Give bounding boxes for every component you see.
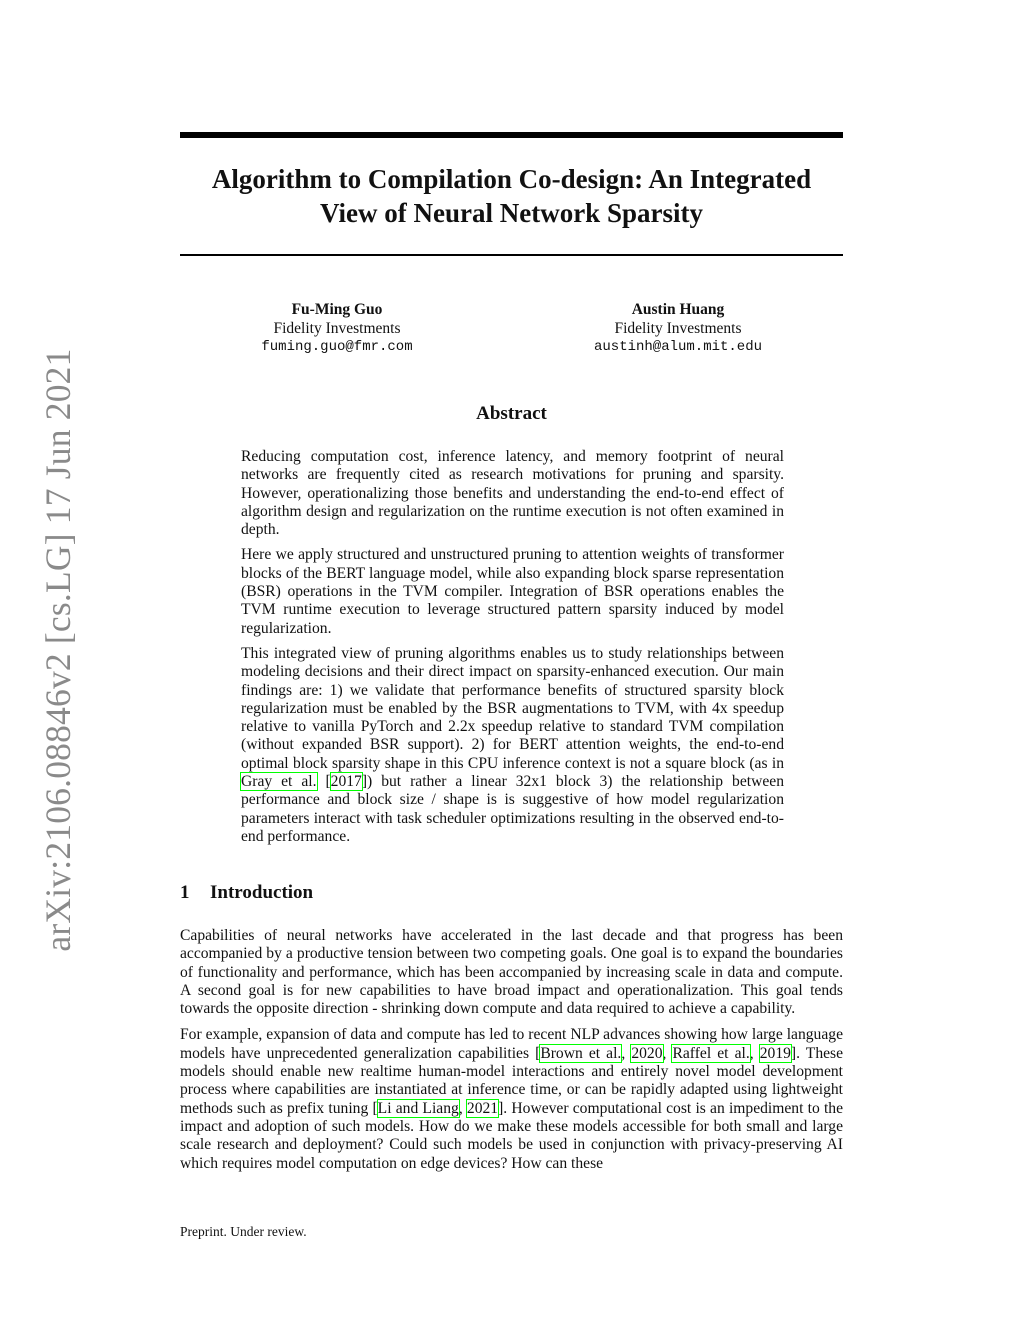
abstract-paragraph: Reducing computation cost, inference latency, and memory footprint of neural networks are frequently cited as research motivations for pruning and sparsity. However, operationalizing those benefits and understanding the end-to-end effect of algorithm design and regularization on the runtime execution is not often examined in depth. [241, 448, 784, 539]
citation-separator: , [458, 1099, 467, 1117]
author-name: Fu-Ming Guo [291, 301, 383, 318]
citation-link-brown[interactable]: Brown et al. [540, 1044, 622, 1062]
author-affiliation: Fidelity Investments [273, 320, 401, 337]
intro-paragraph: Capabilities of neural networks have accelerated in the last decade and that progress has been accompanied by a productive tension between two competing goals. One goal is to expand the boundaries of functionality and performance, which has been accompanied by increasing scale in data and compute. A second goal is for new capabilities to have broad impact and operationalization. This goal tends towards the opposite direction - shrinking down compute and data required to achieve a capability. [180, 927, 843, 1018]
citation-year-link[interactable]: 2021 [466, 1099, 499, 1117]
abstract-heading: Abstract [476, 403, 547, 424]
citation-year-link[interactable]: 2017 [330, 773, 362, 791]
citation-separator: , [662, 1044, 673, 1062]
arxiv-identifier: arXiv:2106.08846v2 [cs.LG] 17 Jun 2021 [38, 348, 78, 952]
paper-title [180, 162, 843, 230]
abstract-paragraph [241, 645, 784, 846]
title-line-2: View of Neural Network Sparsity [320, 198, 703, 228]
introduction-body [180, 927, 843, 1181]
author-email: fuming.guo@fmr.com [261, 339, 413, 355]
author-block [548, 300, 808, 357]
intro-text: For example, expansion of data and compute has led to recent NLP advances showing how large language models have unprecedented generalization capabilities [ [180, 1026, 843, 1062]
intro-text: ]. However computational cost is an impediment to the impact and adoption of such models. How do we make these models accessible for both small and large scale research and deployment? Could such models be used in conjunction with privacy-preserving AI which requires model computation on edge devices? How can these [180, 1099, 844, 1172]
citation-link-gray[interactable]: Gray et al. [241, 773, 317, 791]
abstract-text: ]) but rather a linear 32x1 block 3) the relationship between performance and block size / shape is is suggestive of how model regularization parameters interact with task scheduler optimizations resulting in the observed end-to-end performance. [241, 773, 784, 845]
title-rule-top [180, 132, 843, 138]
intro-paragraph [180, 1026, 843, 1172]
preprint-footer: Preprint. Under review. [180, 1224, 307, 1239]
abstract-body [241, 448, 784, 853]
author-name: Austin Huang [631, 301, 725, 318]
section-heading [180, 882, 313, 904]
citation-separator: , [621, 1044, 632, 1062]
title-rule-bottom [180, 254, 843, 256]
citation-link-raffel[interactable]: Raffel et al. [672, 1044, 750, 1062]
citation-link-li-liang[interactable]: Li and Liang [377, 1099, 459, 1117]
abstract-paragraph: Here we apply structured and unstructured pruning to attention weights of transformer blocks of the BERT language model, while also expanding block sparse representation (BSR) operations in the TVM compiler. Integration of BSR operations enables the TVM runtime execution to leverage structured pattern sparsity induced by model regularization. [241, 546, 784, 637]
abstract-text: This integrated view of pruning algorithms enables us to study relationships between modeling decisions and their direct impact on sparsity-enhanced execution. Our main findings are: 1) we validate that performance benefits of structured sparsity block regularization must be enabled by the BSR augmentations to TVM, with 4x speedup relative to vanilla PyTorch and 2.2x speedup relative to standard TVM compilation (without expanded BSR support). 2) for BERT attention weights, the end-to-end optimal block sparsity shape in this CPU inference context is not a square block (as in [241, 644, 784, 772]
citation-separator: [ [316, 773, 331, 791]
author-block [207, 300, 467, 357]
citation-separator: , [749, 1044, 760, 1062]
section-number: 1 [180, 882, 190, 903]
author-email: austinh@alum.mit.edu [593, 339, 763, 355]
intro-text: ]. These models should enable new realtime human-model interactions and entirely novel model development process where capabilities are instantiated at inference time, or can be rapidly adapted using lightweight methods such as prefix tuning [ [180, 1044, 844, 1117]
citation-year-link[interactable]: 2020 [631, 1044, 663, 1062]
author-affiliation: Fidelity Investments [614, 320, 742, 337]
section-title: Introduction [210, 882, 314, 903]
title-line-1: Algorithm to Compilation Co-design: An Integrated [211, 164, 812, 194]
citation-year-link[interactable]: 2019 [759, 1044, 791, 1062]
